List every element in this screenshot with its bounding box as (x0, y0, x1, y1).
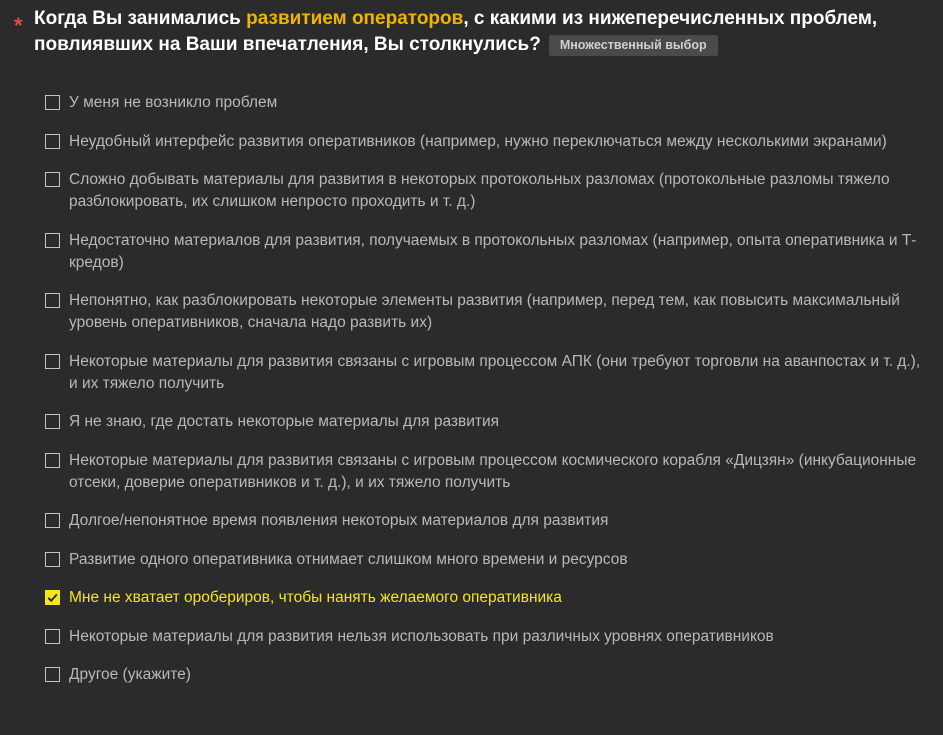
option-label: Непонятно, как разблокировать некоторые элементы развития (например, перед тем, как повысить максимальный уровень оперативников, сначала надо развить их) (69, 292, 900, 331)
option-label: Некоторые материалы для развития связаны с игровым процессом космического корабля «Дицзян» (инкубационные отсеки, доверие оперативников и т. д.), и их тяжело получить (69, 451, 917, 491)
question-title-highlight: развитием операторов (246, 8, 464, 29)
checkbox[interactable] (45, 667, 60, 682)
option-label: Другое (укажите) (69, 666, 191, 683)
option-item[interactable] (45, 351, 925, 395)
checkbox[interactable] (45, 414, 60, 429)
option-label: Недостаточно материалов для развития, получаемых в протокольных разломах (например, опыта оперативника и Т-кредов) (69, 231, 917, 271)
option-item[interactable] (45, 510, 925, 532)
checkbox[interactable] (45, 629, 60, 644)
option-item[interactable] (45, 626, 925, 648)
option-label: Некоторые материалы для развития нельзя использовать при различных уровнях оперативников (69, 627, 774, 645)
checkmark-icon (46, 591, 59, 604)
checkbox[interactable] (45, 293, 60, 308)
option-item[interactable] (45, 664, 925, 686)
option-item[interactable] (45, 92, 925, 114)
option-item[interactable] (45, 411, 925, 433)
question-block (14, 6, 914, 58)
option-label: У меня не возникло проблем (69, 94, 278, 111)
option-label: Долгое/непонятное время появления некоторых материалов для развития (69, 512, 609, 529)
checkbox[interactable] (45, 354, 60, 369)
question-title-start: Когда Вы занимались (34, 8, 247, 29)
multiple-choice-badge: Множественный выбор (549, 35, 718, 56)
options-list (45, 92, 925, 703)
option-item[interactable] (45, 169, 925, 213)
checkbox[interactable] (45, 134, 60, 149)
option-label: Сложно добывать материалы для развития в некоторых протокольных разломах (протокольные разломы тяжело разблокировать, их слишком непросто проходить и т. д.) (69, 171, 890, 210)
option-label: Некоторые материалы для развития связаны с игровым процессом АПК (они требуют торговли на аванпостах и т. д.), и их тяжело получить (69, 352, 921, 392)
option-item[interactable] (45, 549, 925, 571)
option-label: Я не знаю, где достать некоторые материалы для развития (69, 413, 500, 430)
option-label: Неудобный интерфейс развития оперативников (например, нужно переключаться между несколькими экранами) (69, 132, 887, 150)
checkbox-checked[interactable] (45, 590, 60, 605)
question-title-end: , с какими из нижеперечисленных проблем, повлиявших на Ваши впечатления, Вы столкнулись? (34, 8, 878, 55)
checkbox[interactable] (45, 95, 60, 110)
option-item[interactable] (45, 450, 925, 494)
option-item[interactable] (45, 587, 925, 609)
option-label: Развитие одного оперативника отнимает слишком много времени и ресурсов (69, 550, 628, 568)
option-item[interactable] (45, 131, 925, 153)
option-item[interactable] (45, 230, 925, 274)
option-item[interactable] (45, 290, 925, 334)
checkbox[interactable] (45, 552, 60, 567)
checkbox[interactable] (45, 172, 60, 187)
checkbox[interactable] (45, 233, 60, 248)
checkbox[interactable] (45, 453, 60, 468)
checkbox[interactable] (45, 513, 60, 528)
required-mark: * (14, 13, 23, 38)
question-title (34, 6, 914, 58)
option-label: Мне не хватает оробериров, чтобы нанять желаемого оперативника (69, 589, 562, 606)
